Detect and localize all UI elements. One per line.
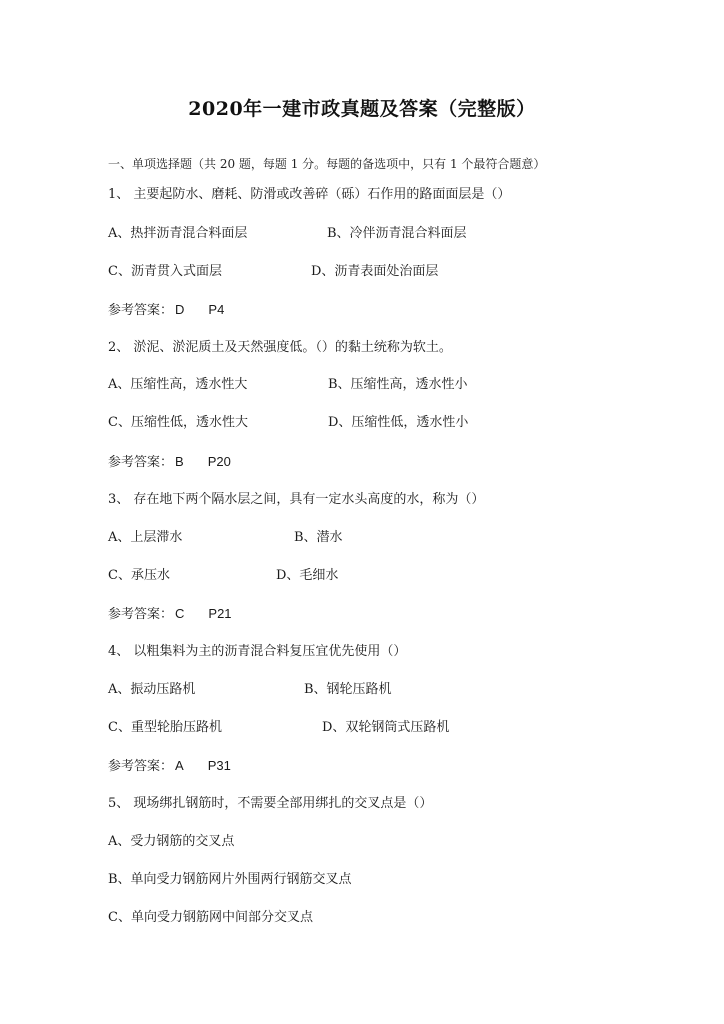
question-1-option-row-2 <box>108 263 439 281</box>
question-3-option-b: B、潜水 <box>294 530 343 545</box>
answer-letter: B <box>175 454 184 469</box>
question-5-option-a: A、受力钢筋的交叉点 <box>108 834 235 849</box>
section-header: 一、单项选择题（共 20 题，每题 1 分。每题的备选项中，只有 1 个最符合题意） <box>108 157 546 171</box>
question-1-stem: 1、 主要起防水、磨耗、防滑或改善碎（砾）石作用的路面面层是（） <box>108 187 511 202</box>
question-3-answer <box>108 605 232 624</box>
question-4-option-c: C、重型轮胎压路机 <box>108 720 222 735</box>
question-3-option-a: A、上层滞水 <box>108 530 183 545</box>
answer-page-ref: P31 <box>207 758 231 773</box>
question-5-option-c: C、单向受力钢筋网中间部分交叉点 <box>108 910 313 925</box>
question-4-option-a: A、振动压路机 <box>108 682 196 697</box>
answer-page-ref: P20 <box>207 454 231 469</box>
question-5-option-b: B、单向受力钢筋网片外围两行钢筋交叉点 <box>108 872 352 887</box>
question-2-answer <box>108 453 231 472</box>
question-1-option-c: C、沥青贯入式面层 <box>108 264 222 279</box>
question-4-stem: 4、 以粗集料为主的沥青混合料复压宜优先使用（） <box>108 644 407 659</box>
question-1-option-a: A、热拌沥青混合料面层 <box>108 226 248 241</box>
question-4-option-b: B、钢轮压路机 <box>304 682 392 697</box>
question-4-option-row-2 <box>108 719 450 737</box>
question-2-option-c: C、压缩性低，透水性大 <box>108 415 248 430</box>
question-1-option-row-1 <box>108 225 467 243</box>
question-2-option-d: D、压缩性低，透水性小 <box>328 415 469 430</box>
answer-label: 参考答案： <box>108 303 174 318</box>
question-2-stem: 2、 淤泥、淤泥质土及天然强度低。（）的黏土统称为软土。 <box>108 340 452 355</box>
answer-label: 参考答案： <box>108 455 174 470</box>
question-4-option-d: D、双轮钢筒式压路机 <box>322 720 450 735</box>
question-2-option-row-2 <box>108 414 469 432</box>
question-2-option-a: A、压缩性高，透水性大 <box>108 377 248 392</box>
question-4-option-row-1 <box>108 681 392 699</box>
question-4-answer <box>108 757 231 776</box>
question-3-option-d: D、毛细水 <box>276 568 339 583</box>
question-3-option-row-1 <box>108 529 343 547</box>
question-2-option-b: B、压缩性高，透水性小 <box>328 377 468 392</box>
question-2-option-row-1 <box>108 376 468 394</box>
question-1-answer <box>108 301 224 320</box>
answer-label: 参考答案： <box>108 759 174 774</box>
question-3-option-c: C、承压水 <box>108 568 170 583</box>
answer-letter: A <box>175 758 184 773</box>
question-3-option-row-2 <box>108 567 339 585</box>
page-title: 2020年一建市政真题及答案（完整版） <box>188 98 536 120</box>
question-3-stem: 3、 存在地下两个隔水层之间，具有一定水头高度的水，称为（） <box>108 492 485 507</box>
question-1-option-d: D、沥青表面处治面层 <box>311 264 439 279</box>
answer-letter: D <box>175 302 185 317</box>
answer-page-ref: P4 <box>208 302 225 317</box>
answer-letter: C <box>175 606 185 621</box>
question-1-option-b: B、冷伴沥青混合料面层 <box>327 226 467 241</box>
answer-label: 参考答案： <box>108 607 174 622</box>
question-5-stem: 5、 现场绑扎钢筋时，不需要全部用绑扎的交叉点是（） <box>108 796 433 811</box>
answer-page-ref: P21 <box>208 606 232 621</box>
